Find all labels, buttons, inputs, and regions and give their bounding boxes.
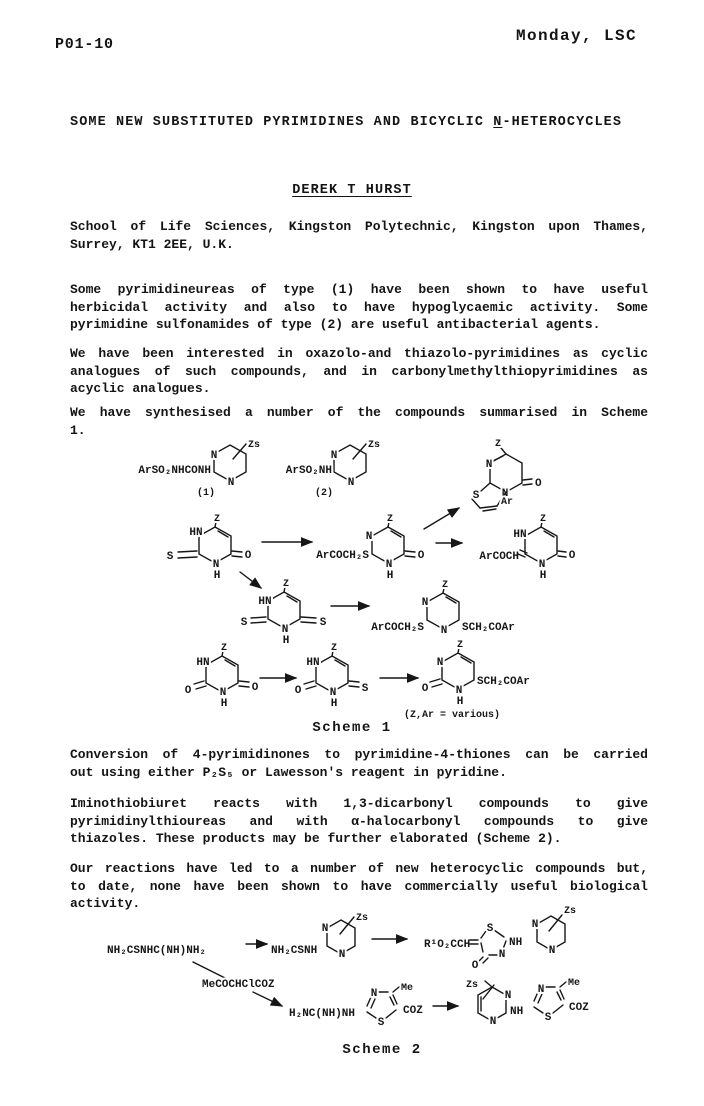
- atom-h-label: H: [330, 698, 338, 710]
- atom-nh-label: NH: [510, 1006, 524, 1018]
- author-name: DEREK T HURST: [292, 183, 412, 198]
- text-line: Our reactions have led to a number of new heterocyclic compounds but,: [70, 861, 648, 876]
- atom-n-label: N: [365, 531, 373, 543]
- structure-1-sulfonylurea-pyrimidine: [138, 440, 260, 499]
- text-line: Surrey, KT1 2EE, U.K.: [70, 237, 234, 252]
- text-line: to date, none have been shown to have commercially useful biological: [70, 878, 648, 894]
- atom-h-label: H: [456, 696, 464, 708]
- formula-sch2coar: SCH₂COAr: [462, 622, 515, 634]
- atom-s-label: S: [361, 683, 369, 695]
- atom-o-label: O: [471, 960, 479, 972]
- row3-pyrimidinedione: [185, 643, 296, 710]
- atom-o-label: O: [251, 682, 259, 694]
- row3-thioether-product: [404, 640, 530, 721]
- atom-n-label: N: [501, 488, 509, 500]
- atom-n-label: N: [347, 477, 355, 489]
- formula-sch2coar: SCH₂COAr: [477, 676, 530, 688]
- atom-s-label: S: [319, 617, 327, 629]
- substituent-me-label: Me: [568, 978, 581, 989]
- formula-ester: R¹O₂CCH: [424, 939, 471, 951]
- atom-z-label: Z: [220, 643, 228, 654]
- substituent-zs-label: Zs: [466, 980, 479, 991]
- atom-n-label: N: [504, 990, 512, 1002]
- atom-n-label: N: [329, 687, 337, 699]
- atom-h-label: H: [220, 698, 228, 710]
- reagent-branch: [193, 962, 282, 1006]
- atom-o-label: O: [421, 683, 429, 695]
- page-title: [70, 115, 622, 130]
- header-session-label: Monday, LSC: [516, 27, 638, 45]
- scheme-1-diagram: [0, 432, 704, 744]
- atom-hn-label: HN: [196, 657, 210, 669]
- reaction-arrow: [424, 508, 459, 529]
- atom-n-label: N: [330, 450, 338, 462]
- atom-n-label: N: [210, 450, 218, 462]
- atom-n-label: N: [498, 949, 506, 961]
- paragraph-conversion: [70, 746, 648, 781]
- atom-z-label: Z: [386, 514, 394, 525]
- atom-o-label: O: [417, 550, 425, 562]
- affiliation: [70, 218, 648, 254]
- atom-h-label: H: [539, 570, 547, 582]
- atom-z-label: Z: [539, 514, 547, 525]
- row2-guanidino-thiazole: [289, 983, 458, 1029]
- atom-n-label: N: [212, 559, 220, 571]
- row1-arcoch-pyrimidinone: [479, 514, 575, 582]
- reaction-arrow: [253, 992, 282, 1006]
- header-paper-number: P01-10: [55, 36, 114, 53]
- atom-hn-label: HN: [258, 596, 272, 608]
- atom-n-label: N: [538, 559, 546, 571]
- atom-s-label: S: [486, 923, 494, 935]
- atom-n-label: N: [370, 988, 378, 1000]
- atom-z-label: Z: [441, 580, 449, 591]
- formula-reagent: MeCOCHClCOZ: [202, 979, 275, 991]
- structure-thiazolopyrimidinone: [424, 439, 542, 529]
- text-line: activity.: [70, 896, 141, 911]
- title-text: SOME NEW SUBSTITUTED PYRIMIDINES AND BICYCLIC: [70, 115, 494, 130]
- formula-arcoch2s: ArCOCH₂S: [316, 550, 369, 562]
- atom-z-label: Z: [330, 643, 338, 654]
- atom-nh-label: NH: [509, 937, 523, 949]
- text-line: Conversion of 4-pyrimidinones to pyrimidine-4-thiones can be carried: [70, 747, 648, 762]
- text-line: pyrimidine sulfonamides of type (2) are useful antibacterial agents.: [70, 317, 601, 332]
- row2-dithione: [240, 572, 369, 647]
- atom-z-label: Z: [494, 439, 502, 450]
- substituent-zs-label: Zs: [248, 440, 261, 451]
- atom-h-label: H: [386, 570, 394, 582]
- row1-iminothiobiuret: [107, 913, 407, 961]
- formula-thiobiuret: NH₂CSNHC(NH)NH₂: [107, 945, 207, 957]
- formula-guanidine: H₂NC(NH)NH: [289, 1008, 356, 1020]
- atom-n-label: N: [485, 459, 493, 471]
- row2-bis-thioether-pyrimidine: [371, 580, 515, 637]
- atom-hn-label: HN: [189, 527, 203, 539]
- atom-o-label: O: [294, 685, 302, 697]
- row2-pyrimidinyl-thiazole-product: [466, 978, 589, 1028]
- atom-s-label: S: [544, 1012, 552, 1024]
- substituent-coz-label: COZ: [569, 1002, 589, 1014]
- text-line: thiazoles. These products may be further elaborated (Scheme 2).: [70, 831, 562, 846]
- text-line: We have synthesised a number of the compounds summarised in Scheme: [70, 405, 648, 420]
- scheme-1-caption: Scheme 1: [312, 720, 392, 736]
- substituent-zs-label: Zs: [564, 906, 577, 917]
- title-underlined-n: N: [493, 115, 503, 130]
- atom-n-label: N: [385, 559, 393, 571]
- text-line: We have been interested in oxazolo-and thiazolo-pyrimidines as cyclic: [70, 346, 648, 361]
- structure-2-sulfonamide-pyrimidine: [286, 440, 380, 499]
- atom-n-label: N: [537, 984, 545, 996]
- reaction-arrow: [240, 572, 261, 588]
- atom-s-label: S: [166, 551, 174, 563]
- paragraph-iminothiobiuret: [70, 795, 648, 848]
- atom-s-label: S: [240, 617, 248, 629]
- compound-1-label: (1): [196, 488, 216, 499]
- atom-s-label: S: [472, 490, 480, 502]
- scheme-2-caption: Scheme 2: [342, 1042, 422, 1058]
- text-line: acyclic analogues.: [70, 381, 211, 396]
- formula-arcoch: ArCOCH: [479, 551, 519, 563]
- formula-arso2nhconh: ArSO₂NHCONH: [138, 465, 211, 477]
- atom-ar-label: Ar: [501, 497, 514, 508]
- atom-z-label: Z: [213, 514, 221, 525]
- atom-o-label: O: [568, 550, 576, 562]
- formula-arso2nh: ArSO₂NH: [285, 465, 332, 477]
- atom-h-label: H: [213, 570, 221, 582]
- formula-arcoch2s: ArCOCH₂S: [371, 622, 424, 634]
- atom-n-label: N: [281, 624, 289, 636]
- text-line: School of Life Sciences, Kingston Polytechnic, Kingston upon Thames,: [70, 219, 648, 234]
- text-line: out using either P₂S₅ or Lawesson's reagent in pyridine.: [70, 764, 507, 780]
- substituent-me-label: Me: [401, 983, 414, 994]
- atom-hn-label: HN: [306, 657, 320, 669]
- atom-n-label: N: [436, 657, 444, 669]
- atom-n-label: N: [489, 1016, 497, 1028]
- atom-o-label: O: [244, 550, 252, 562]
- atom-n-label: N: [338, 949, 346, 961]
- text-line: 1.: [70, 422, 86, 438]
- substituent-coz-label: COZ: [403, 1005, 423, 1017]
- atom-hn-label: HN: [513, 529, 527, 541]
- atom-h-label: H: [282, 635, 290, 647]
- row1-thiazolinone-product: [424, 906, 576, 972]
- title-suffix: -HETEROCYCLES: [502, 115, 623, 130]
- formula-nh2csnh: NH₂CSNH: [271, 945, 318, 957]
- row1-arcoch2s-pyrimidinone: [316, 514, 462, 582]
- atom-n-label: N: [227, 477, 235, 489]
- atom-o-label: O: [184, 685, 192, 697]
- text-line: Iminothiobiuret reacts with 1,3-dicarbonyl compounds to give: [70, 796, 648, 811]
- text-line: Some pyrimidineureas of type (1) have been shown to have useful: [70, 282, 648, 297]
- atom-n-label: N: [531, 919, 539, 931]
- atom-n-label: N: [548, 945, 556, 957]
- atom-z-label: Z: [456, 640, 464, 651]
- substituent-zs-label: Zs: [356, 913, 369, 924]
- atom-n-label: N: [321, 923, 329, 935]
- paragraph-intro1: [70, 281, 648, 334]
- paragraph-intro2: [70, 345, 648, 398]
- text-line: herbicidal activity and also to have hypoglycaemic activity. Some: [70, 299, 648, 315]
- atom-n-label: N: [421, 597, 429, 609]
- text-line: analogues of such compounds, and in carbonylmethylthiopyrimidines as: [70, 363, 648, 379]
- text-line: pyrimidinylthioureas and with α-halocarbonyl compounds to give: [70, 813, 648, 829]
- atom-n-label: N: [440, 625, 448, 637]
- row3-oxo-thione: [295, 643, 418, 710]
- atom-n-label: N: [219, 687, 227, 699]
- atom-o-label: O: [535, 478, 542, 490]
- atom-n-label: N: [455, 685, 463, 697]
- atom-z-label: Z: [282, 579, 290, 590]
- atom-s-label: S: [377, 1017, 385, 1029]
- scheme1-various-note: (Z,Ar = various): [403, 710, 501, 721]
- compound-2-label: (2): [314, 488, 334, 499]
- substituent-zs-label: Zs: [368, 440, 381, 451]
